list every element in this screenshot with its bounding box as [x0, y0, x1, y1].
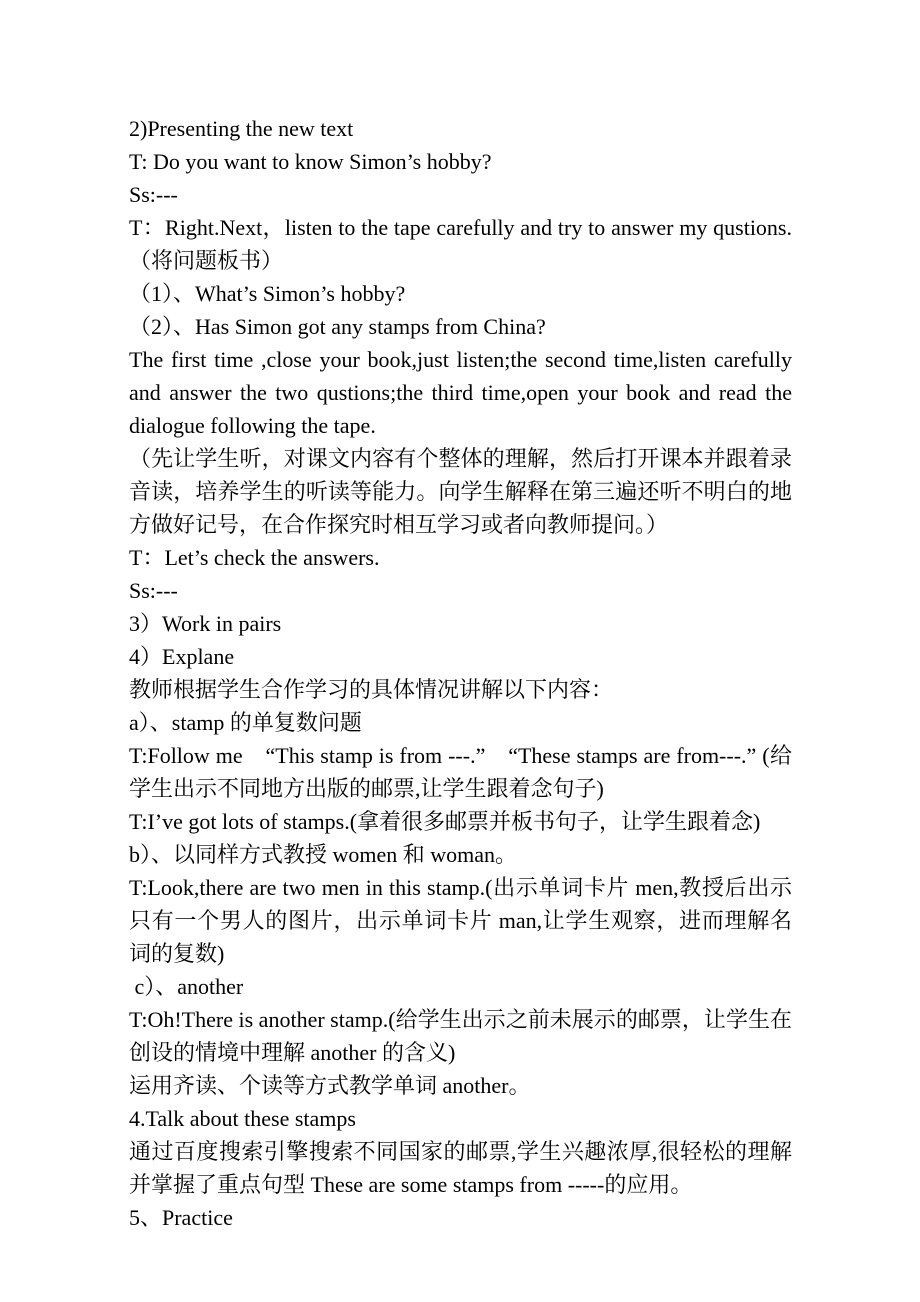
paragraph: T：Let’s check the answers.: [129, 545, 380, 570]
paragraph: 通过百度搜索引擎搜索不同国家的邮票,学生兴趣浓厚,很轻松的理解并掌握了重点句型 These are some stamps from -----的应用。: [129, 1139, 792, 1197]
paragraph: T:Look,there are two men in this stamp.(出示单词卡片 men,教授后出示只有一个男人的图片，出示单词卡片 man,让学生观察，进而理解名词的复数): [129, 875, 792, 966]
paragraph: T:Oh!There is another stamp.(给学生出示之前未展示的邮票，让学生在创设的情境中理解 another 的含义): [129, 1007, 792, 1065]
paragraph: T:I’ve got lots of stamps.(拿着很多邮票并板书句子，让学生跟着念): [129, 809, 761, 834]
paragraph: b）、以同样方式教授 women 和 woman。: [129, 842, 518, 867]
paragraph: Ss:---: [129, 182, 178, 207]
document-text-block: [129, 112, 798, 1234]
paragraph: T：Right.Next，listen to the tape carefully and try to answer my qustions.（将问题板书）: [129, 215, 792, 273]
paragraph: 3）Work in pairs: [129, 611, 282, 636]
paragraph: a）、stamp 的单复数问题: [129, 710, 362, 735]
paragraph: 教师根据学生合作学习的具体情况讲解以下内容：: [129, 677, 614, 702]
paragraph: （1）、What’s Simon’s hobby?: [129, 281, 406, 306]
paragraph: （先让学生听，对课文内容有个整体的理解，然后打开课本并跟着录音读，培养学生的听读等能力。向学生解释在第三遍还听不明白的地方做好记号，在合作探究时相互学习或者向教师提问。）: [129, 446, 792, 537]
paragraph: 4）Explane: [129, 644, 235, 669]
paragraph: c）、another: [129, 974, 244, 999]
paragraph: T:Follow me “This stamp is from ---.” “These stamps are from---.” (给学生出示不同地方出版的邮票,让学生跟着念句子): [129, 743, 792, 801]
paragraph: 5、Practice: [129, 1205, 233, 1230]
paragraph: （2）、Has Simon got any stamps from China?: [129, 314, 546, 339]
paragraph: Ss:---: [129, 578, 178, 603]
paragraph: The first time ,close your book,just listen;the second time,listen carefully and answer the two qustions;the third time,open your book and read the dialogue following the tape.: [129, 347, 798, 438]
paragraph: T: Do you want to know Simon’s hobby?: [129, 149, 492, 174]
paragraph: 2)Presenting the new text: [129, 116, 354, 141]
paragraph: 运用齐读、个读等方式教学单词 another。: [129, 1073, 531, 1098]
paragraph: 4.Talk about these stamps: [129, 1106, 356, 1131]
